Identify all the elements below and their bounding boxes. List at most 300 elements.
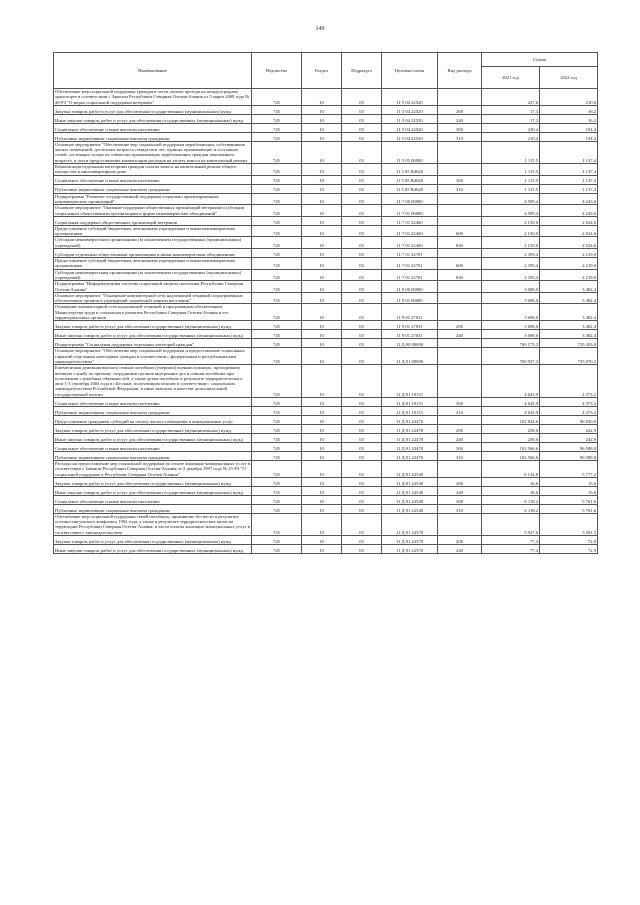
cell-name: Обеспечение мер социальной поддержки граждан в части оплаты проезда на междугородном транспорте в соответствии с Законом Республики Северная Осетия-Алания от 5 марта 2008 года № 20-РЗ "О мерах социальной поддержки ветеранов" [54,89,252,106]
cell-sum-2021: 4 643,9 [482,397,540,406]
cell-expense: 310 [438,406,482,415]
cell-sum-2022: 96 588,0 [540,451,598,460]
budget-table [53,52,598,554]
cell-target: 11 Д 01 22540 [382,495,438,504]
cell-name: Расходы на предоставление мер социальной поддержки по оплате жилищно-коммунальных услуг в соответствии с Законом Республики Северная Осетия-Алания от 2 декабря 1997 года № 15-РЗ "О социальной поддержке в Республике Северная Осетия-Алания" [55,460,250,477]
cell-sum-2021: 210,4 [482,123,540,132]
cell-expense: 600 [438,225,482,237]
col-subsection: Подраздел [342,53,382,89]
table-row [54,339,598,348]
cell-sum-2021: 3 698,0 [482,292,540,304]
cell-section: 10 [302,237,342,249]
cell-sum-2022: 2 219,0 [540,269,598,281]
cell-sum-2021: 77,4 [482,536,540,545]
cell-target: 11 5 04 22520 [382,114,438,123]
cell-ministry: 745 [252,205,302,217]
cell-sum-2022: 72,9 [540,545,598,554]
cell-sum-2022: 1 137,4 [540,175,598,184]
cell-subsection: 03 [342,175,382,184]
cell-sum-2021: 1 115,5 [482,175,540,184]
cell-name: Компенсация отдельным категориям граждан оплаты взноса на капитальный ремонт общего имущества в многоквартирном доме [54,164,252,176]
table-row [54,415,598,424]
cell-name: Основное мероприятие "Оснащение компьютерной сети надлежащей техникой и программным обеспечением органов и учреждений социальной защиты населения" [54,292,252,304]
cell-sum-2021: 6 134,8 [482,460,540,477]
cell-sum-2022: 1 137,4 [540,141,598,163]
cell-ministry: 745 [252,292,302,304]
cell-expense: 310 [438,504,482,513]
table-row [54,258,598,270]
cell-ministry: 745 [252,460,302,477]
cell-ministry: 745 [252,424,302,433]
cell-sum-2021: 258,0 [482,424,540,433]
cell-ministry: 745 [252,486,302,495]
cell-expense: 200 [438,477,482,486]
table-row [54,205,598,217]
cell-sum-2021: 1 115,5 [482,164,540,176]
cell-section: 10 [302,269,342,281]
cell-section: 10 [302,175,342,184]
cell-target: 11 9 01 00000 [382,292,438,304]
table-row [54,424,598,433]
cell-ministry: 745 [252,164,302,176]
cell-subsection: 03 [342,114,382,123]
cell-expense: 240 [438,114,482,123]
cell-expense [438,164,482,176]
cell-subsection: 03 [342,132,382,141]
cell-subsection: 03 [342,249,382,258]
table-row [54,433,598,442]
cell-ministry: 745 [252,175,302,184]
cell-sum-2022: 1 137,4 [540,184,598,193]
table-row [54,486,598,495]
cell-expense: 240 [438,330,482,339]
cell-ministry: 745 [252,495,302,504]
cell-name: Подпрограмма "Развитие государственной поддержки социально ориентированных некоммерческих организаций" [54,193,252,205]
col-target: Целевая статья [382,53,438,89]
cell-expense [438,193,482,205]
cell-sum-2021: 3 698,0 [482,281,540,293]
table-row [54,321,598,330]
cell-target: 11 Д 01 22470 [382,424,438,433]
cell-target: 11 5 05 R4620 [382,164,438,176]
col-ministry: Ведомство [252,53,302,89]
cell-subsection: 03 [342,281,382,293]
cell-section: 10 [302,123,342,132]
cell-target: 11 Д 01 22570 [382,545,438,554]
cell-sum-2021: 1 115,5 [482,141,540,163]
table-header [54,53,598,89]
cell-sum-2022: 735 070,2 [540,348,598,365]
cell-name: Предоставление субсидий бюджетным, автономным учреждениям и иным некоммерческим организациям [54,225,252,237]
cell-expense [438,141,482,163]
cell-subsection: 03 [342,89,382,106]
cell-name: Закупка товаров, работ и услуг для обеспечения государственных (муниципальных) нужд [54,477,252,486]
cell-name: Закупка товаров, работ и услуг для обеспечения государственных (муниципальных) нужд [54,105,252,114]
cell-section: 10 [302,513,342,535]
cell-subsection: 03 [342,406,382,415]
cell-target: 11 Д 01 22540 [382,477,438,486]
cell-name: Основное мероприятие "Обеспечение мер социальной поддержки нерабочающих собственников жилых помещений, достигших возраста семидесяти лет, одиноко проживающих и состоящих семей, состоящих только из совместно проживающих нерабочающих граждан пенсионного возраста, в части предоставления компенсации расходов на уплату взноса на капитальный ремонт [54,141,252,163]
cell-ministry: 745 [252,433,302,442]
cell-ministry: 745 [252,406,302,415]
table-row [54,237,598,249]
cell-sum-2021: 4 509,4 [482,205,540,217]
cell-target: 11 5 04 22520 [382,123,438,132]
cell-section: 10 [302,193,342,205]
cell-target: 11 7 01 00000 [382,205,438,217]
cell-sum-2021: 2 150,0 [482,216,540,225]
cell-section: 10 [302,132,342,141]
cell-subsection: 03 [342,397,382,406]
col-expense: Вид расхода [438,53,482,89]
table-row [54,365,598,398]
cell-sum-2021: 6 118,2 [482,504,540,513]
cell-name: Социальное обеспечение и иные выплаты населению [54,175,252,184]
cell-subsection: 03 [342,225,382,237]
cell-ministry: 745 [252,123,302,132]
cell-section: 10 [302,89,342,106]
cell-sum-2022: 3 482,4 [540,330,598,339]
table-row [54,269,598,281]
cell-section: 10 [302,415,342,424]
cell-ministry: 745 [252,397,302,406]
cell-section: 10 [302,339,342,348]
cell-sum-2021: 2 150,0 [482,237,540,249]
cell-sum-2021: 17,3 [482,114,540,123]
cell-expense: 200 [438,536,482,545]
cell-ministry: 745 [252,269,302,281]
cell-sum-2022: 5 761,6 [540,504,598,513]
cell-target: 11 Д 01 00000 [382,348,438,365]
cell-ministry: 745 [252,415,302,424]
cell-sum-2022: 96 588,0 [540,442,598,451]
cell-name: Публичные нормативные социальные выплаты гражданам [54,132,252,141]
cell-section: 10 [302,397,342,406]
cell-ministry: 745 [252,281,302,293]
cell-sum-2022: 735 203,9 [540,339,598,348]
cell-sum-2021: 77,4 [482,545,540,554]
cell-sum-2022: 242,9 [540,433,598,442]
cell-name: Социальное обеспечение и иные выплаты населению [54,495,252,504]
cell-sum-2021: 102 566,6 [482,451,540,460]
cell-target: 11 5 04 22520 [382,132,438,141]
table-row [54,141,598,163]
cell-subsection: 03 [342,184,382,193]
cell-ministry: 745 [252,477,302,486]
cell-name: Закупка товаров, работ и услуг для обеспечения государственных (муниципальных) нужд [54,536,252,545]
table-row [54,451,598,460]
cell-sum-2021: 4 643,9 [482,406,540,415]
cell-target: 11 9 01 27031 [382,321,438,330]
cell-expense: 300 [438,175,482,184]
cell-sum-2022: 194,4 [540,132,598,141]
cell-subsection: 03 [342,141,382,163]
cell-target: 11 7 01 22701 [382,269,438,281]
cell-sum-2021: 258,0 [482,433,540,442]
cell-subsection: 03 [342,433,382,442]
cell-target: 11 7 01 22701 [382,249,438,258]
cell-sum-2022: 3 482,4 [540,281,598,293]
cell-expense: 300 [438,495,482,504]
cell-ministry: 745 [252,141,302,163]
cell-target: 11 Д 01 10151 [382,406,438,415]
cell-name: Иные закупки товаров, работ и услуг для обеспечения государственных (муниципальных) нужд [54,114,252,123]
table-row [54,89,598,106]
cell-subsection: 03 [342,442,382,451]
table-row [54,304,598,321]
cell-expense: 200 [438,321,482,330]
cell-section: 10 [302,406,342,415]
cell-sum-2022: 96 830,9 [540,415,598,424]
table-row [54,536,598,545]
col-year-2021: 2021 год [482,67,540,89]
cell-ministry: 745 [252,536,302,545]
cell-sum-2022: 1 137,4 [540,164,598,176]
table-row [54,477,598,486]
table-row [54,406,598,415]
cell-section: 10 [302,141,342,163]
cell-expense: 300 [438,123,482,132]
cell-sum-2021: 17,3 [482,105,540,114]
cell-name: Социальное обеспечение и иные выплаты населению [54,123,252,132]
cell-sum-2022: 72,9 [540,536,598,545]
cell-subsection: 03 [342,545,382,554]
cell-ministry: 745 [252,225,302,237]
cell-subsection: 03 [342,193,382,205]
cell-sum-2022: 4 243,6 [540,193,598,205]
cell-section: 10 [302,495,342,504]
cell-section: 10 [302,433,342,442]
cell-target: 11 Д 01 22470 [382,451,438,460]
cell-target: 11 7 01 22460 [382,237,438,249]
cell-name: Иные закупки товаров, работ и услуг для обеспечения государственных (муниципальных) нужд [54,330,252,339]
table-row [54,397,598,406]
cell-expense [438,348,482,365]
cell-expense [438,205,482,217]
col-section: Раздел [302,53,342,89]
cell-name: Предоставление субсидий бюджетным, автономным учреждениям и иным некоммерческим организациям [54,258,252,270]
cell-ministry: 745 [252,184,302,193]
table-body [54,89,598,554]
table-row [54,442,598,451]
cell-name: Социальное обеспечение и иные выплаты населению [54,442,252,451]
cell-subsection: 03 [342,477,382,486]
cell-sum-2021: 2 359,4 [482,249,540,258]
cell-expense: 240 [438,433,482,442]
cell-sum-2022: 5 761,6 [540,495,598,504]
cell-sum-2022: 2 024,6 [540,216,598,225]
cell-section: 10 [302,442,342,451]
cell-target: 11 Д 01 22470 [382,442,438,451]
cell-target: 11 Д 00 00000 [382,339,438,348]
cell-name: Субсидии некоммерческим организациям (за исключением государственных (муниципальных) учреждений) [54,269,252,281]
cell-name: Обеспечение мер социальной поддержки семей погибших, проживших без вести в результате осетино-ингушского конфликта 1992 года, а также в результате террористических актов на территории Республики Северная Осетия-Алания, в части оплаты жилищно-коммунальных услуг в соответствии с законодательством [55,513,250,535]
table-row [54,193,598,205]
cell-sum-2022: 2 219,0 [540,249,598,258]
cell-section: 10 [302,304,342,321]
col-sum: Сумма [482,53,598,67]
cell-sum-2022: 16,2 [540,105,598,114]
cell-section: 10 [302,365,342,398]
cell-expense: 310 [438,132,482,141]
cell-section: 10 [302,330,342,339]
page-number: 149 [315,26,325,32]
cell-sum-2021: 210,4 [482,132,540,141]
cell-target: 11 7 00 00000 [382,193,438,205]
cell-section: 10 [302,451,342,460]
cell-section: 10 [302,504,342,513]
cell-target: 11 7 01 22460 [382,225,438,237]
cell-sum-2022: 5 777,2 [540,460,598,477]
cell-ministry: 745 [252,258,302,270]
cell-name: Социальная поддержка общественных организаций ветеранов [54,216,252,225]
cell-sum-2021: 227,6 [482,89,540,106]
cell-sum-2022: 2 024,6 [540,225,598,237]
cell-expense [438,460,482,477]
cell-name: Субсидии отдельным общественным организациям и иным некоммерческим объединениям [54,249,252,258]
cell-expense [438,365,482,398]
cell-subsection: 03 [342,513,382,535]
cell-expense: 310 [438,451,482,460]
cell-ministry: 745 [252,105,302,114]
cell-subsection: 03 [342,123,382,132]
cell-expense [438,339,482,348]
table-row [54,216,598,225]
cell-subsection: 03 [342,504,382,513]
cell-name: Публичные нормативные социальные выплаты гражданам [54,451,252,460]
cell-name: Оснащение компьютерной сети надлежащей техникой и программным обеспечением Министерства труда и социального развития Республики Северная Осетия-Алания и его территориальных органов [54,304,252,321]
cell-ministry: 745 [252,365,302,398]
cell-section: 10 [302,545,342,554]
cell-ministry: 745 [252,304,302,321]
col-name: Наименование [54,53,252,89]
cell-ministry: 745 [252,193,302,205]
cell-target: 11 9 01 27031 [382,304,438,321]
cell-ministry: 745 [252,89,302,106]
table-row [54,330,598,339]
cell-sum-2021: 2 359,4 [482,258,540,270]
table-row [54,504,598,513]
cell-subsection: 03 [342,304,382,321]
cell-section: 10 [302,321,342,330]
table-row [54,225,598,237]
cell-ministry: 745 [252,504,302,513]
cell-name: Предоставление гражданам субсидий на оплату жилого помещения и коммунальных услуг [54,415,252,424]
table-row [54,292,598,304]
cell-section: 10 [302,460,342,477]
cell-expense: 630 [438,237,482,249]
cell-sum-2022: 3 482,4 [540,292,598,304]
cell-expense [438,304,482,321]
col-year-2022: 2022 год [540,67,598,89]
cell-sum-2021: 1 115,5 [482,184,540,193]
cell-expense: 240 [438,545,482,554]
cell-section: 10 [302,281,342,293]
cell-expense [438,281,482,293]
cell-expense: 300 [438,397,482,406]
cell-expense [438,249,482,258]
cell-ministry: 745 [252,442,302,451]
cell-sum-2021: 3 698,0 [482,321,540,330]
cell-target: 11 Д 01 22470 [382,415,438,424]
cell-name: Подпрограмма "Социальная поддержка отдельных категорий граждан" [54,339,252,348]
table-row [54,114,598,123]
cell-target: 11 Д 01 10151 [382,397,438,406]
cell-subsection: 03 [342,495,382,504]
cell-target: 11 5 05 00000 [382,141,438,163]
cell-sum-2022: 5 581,5 [540,513,598,535]
cell-subsection: 03 [342,164,382,176]
cell-sum-2022: 2 024,6 [540,237,598,249]
cell-target: 11 9 00 00000 [382,281,438,293]
cell-section: 10 [302,225,342,237]
cell-expense: 310 [438,184,482,193]
cell-sum-2022: 4 373,2 [540,406,598,415]
cell-sum-2021: 3 698,0 [482,304,540,321]
cell-name: Закупка товаров, работ и услуг для обеспечения государственных (муниципальных) нужд [54,321,252,330]
cell-sum-2021: 2 150,0 [482,225,540,237]
cell-target: 11 Д 01 22570 [382,536,438,545]
cell-section: 10 [302,105,342,114]
cell-sum-2022: 15,6 [540,477,598,486]
cell-expense: 300 [438,442,482,451]
cell-sum-2021: 5 927,6 [482,513,540,535]
cell-target: 11 Д 01 10151 [382,365,438,398]
cell-sum-2022: 242,9 [540,424,598,433]
cell-sum-2022: 194,4 [540,123,598,132]
cell-section: 10 [302,292,342,304]
cell-target: 11 5 05 R4620 [382,175,438,184]
cell-subsection: 03 [342,330,382,339]
cell-section: 10 [302,477,342,486]
table-row [54,175,598,184]
cell-subsection: 03 [342,486,382,495]
cell-name: Публичные нормативные социальные выплаты гражданам [54,406,252,415]
cell-section: 10 [302,424,342,433]
cell-section: 10 [302,114,342,123]
cell-ministry: 745 [252,216,302,225]
table-row [54,460,598,477]
cell-section: 10 [302,184,342,193]
cell-subsection: 03 [342,339,382,348]
cell-ministry: 745 [252,132,302,141]
cell-name: Закупка товаров, работ и услуг для обеспечения государственных (муниципальных) нужд [54,424,252,433]
cell-subsection: 03 [342,292,382,304]
cell-subsection: 03 [342,536,382,545]
cell-target: 11 Д 01 22540 [382,486,438,495]
table-row [54,249,598,258]
cell-ministry: 745 [252,339,302,348]
cell-sum-2021: 16,6 [482,486,540,495]
cell-subsection: 03 [342,424,382,433]
table-row [54,132,598,141]
cell-ministry: 745 [252,114,302,123]
table-row [54,123,598,132]
cell-sum-2022: 2 219,0 [540,258,598,270]
cell-sum-2022: 4 243,6 [540,205,598,217]
cell-name: Основное мероприятие "Оказание поддержки общественных организаций ветеранов и субсидии социальным общественным организациям в форме некоммерческих объединений" [54,205,252,217]
cell-sum-2022: 4 373,2 [540,397,598,406]
cell-target: 11 Д 01 22570 [382,513,438,535]
cell-expense: 200 [438,105,482,114]
table-row [54,545,598,554]
cell-name: Субсидии некоммерческим организациям (за исключением государственных (муниципальных) учреждений) [54,237,252,249]
cell-sum-2021: 16,6 [482,477,540,486]
cell-expense: 200 [438,424,482,433]
cell-sum-2022: 16,2 [540,114,598,123]
table-row [54,164,598,176]
cell-name: Публичные нормативные социальные выплаты гражданам [54,184,252,193]
